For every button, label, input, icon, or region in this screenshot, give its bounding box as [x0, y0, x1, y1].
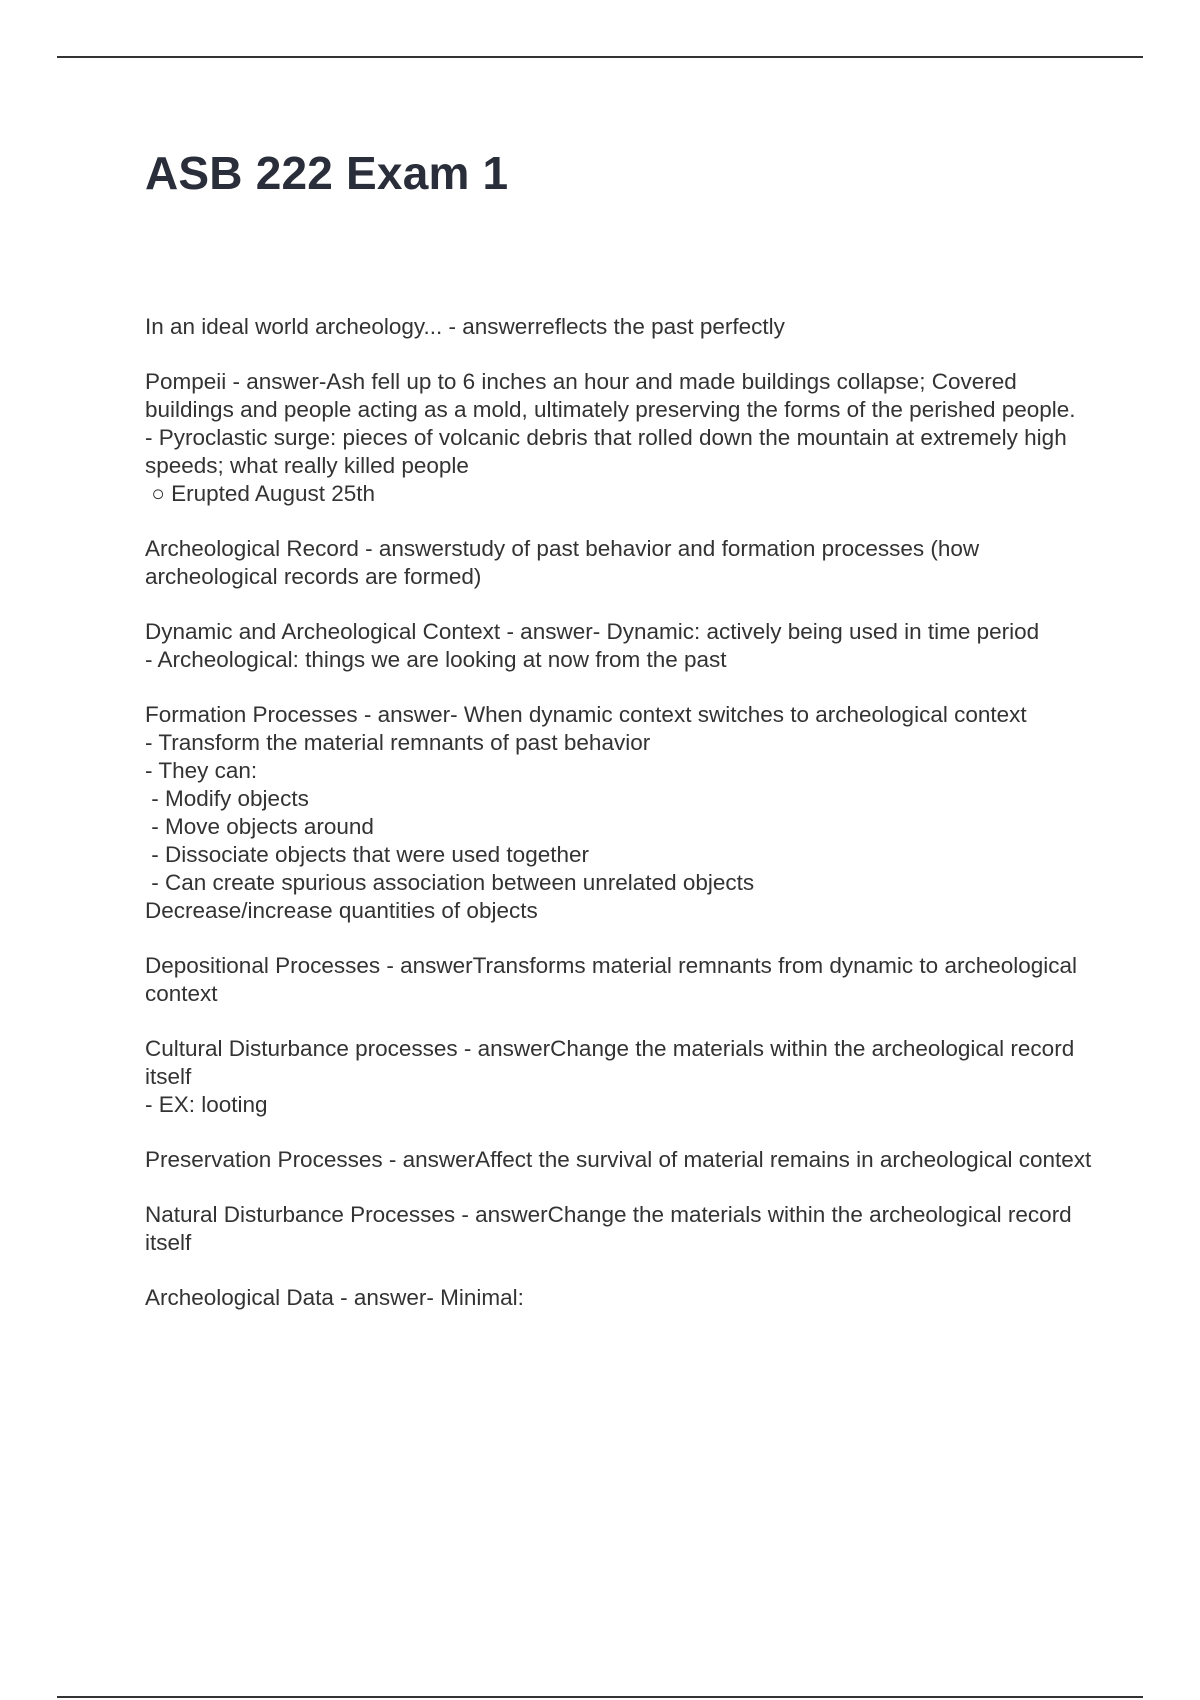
entry-line: - Move objects around — [145, 814, 374, 839]
qa-entry — [145, 1201, 1105, 1257]
entry-line: Formation Processes - answer- When dynamic context switches to archeological context — [145, 702, 1027, 727]
document-title: ASB 222 Exam 1 — [145, 147, 509, 199]
entry-line: - Dissociate objects that were used together — [145, 842, 589, 867]
qa-entry — [145, 535, 1105, 591]
entry-line: - Modify objects — [145, 786, 309, 811]
entry-line: Dynamic and Archeological Context - answer- Dynamic: actively being used in time period — [145, 619, 1040, 644]
entry-line: Archeological Data - answer- Minimal: — [145, 1285, 524, 1310]
entry-line: In an ideal world archeology... - answerreflects the past perfectly — [145, 314, 785, 339]
bottom-divider — [57, 1696, 1143, 1698]
entry-line: - Transform the material remnants of past behavior — [145, 730, 651, 755]
entry-line: - EX: looting — [145, 1092, 268, 1117]
qa-entry — [145, 1146, 1105, 1174]
entry-line: Preservation Processes - answerAffect the survival of material remains in archeological context — [145, 1147, 1092, 1172]
qa-entry — [145, 701, 1105, 925]
entry-line: - Can create spurious association between unrelated objects — [145, 870, 755, 895]
document-body — [145, 313, 1105, 1339]
entry-line: - They can: — [145, 758, 258, 783]
entry-line: Cultural Disturbance processes - answerChange the materials within the archeological record itself — [145, 1036, 1081, 1089]
qa-entry — [145, 952, 1105, 1008]
entry-line: - Archeological: things we are looking at now from the past — [145, 647, 727, 672]
entry-line: - Pyroclastic surge: pieces of volcanic debris that rolled down the mountain at extremely high speeds; what really killed people — [145, 425, 1073, 478]
qa-entry — [145, 1035, 1105, 1119]
entry-line: Natural Disturbance Processes - answerChange the materials within the archeological record itself — [145, 1202, 1078, 1255]
entry-line: Archeological Record - answerstudy of past behavior and formation processes (how archeological records are formed) — [145, 536, 986, 589]
qa-entry — [145, 618, 1105, 674]
entry-line: Decrease/increase quantities of objects — [145, 898, 538, 923]
entry-line: Pompeii - answer-Ash fell up to 6 inches an hour and made buildings collapse; Covered buildings and people acting as a mold, ultimately preserving the forms of the perished people. — [145, 369, 1076, 422]
entry-line: ○ Erupted August 25th — [145, 481, 376, 506]
top-divider — [57, 56, 1143, 58]
qa-entry — [145, 1284, 1105, 1312]
entry-line: Depositional Processes - answerTransforms material remnants from dynamic to archeological context — [145, 953, 1084, 1006]
qa-entry — [145, 313, 1105, 341]
qa-entry — [145, 368, 1105, 508]
